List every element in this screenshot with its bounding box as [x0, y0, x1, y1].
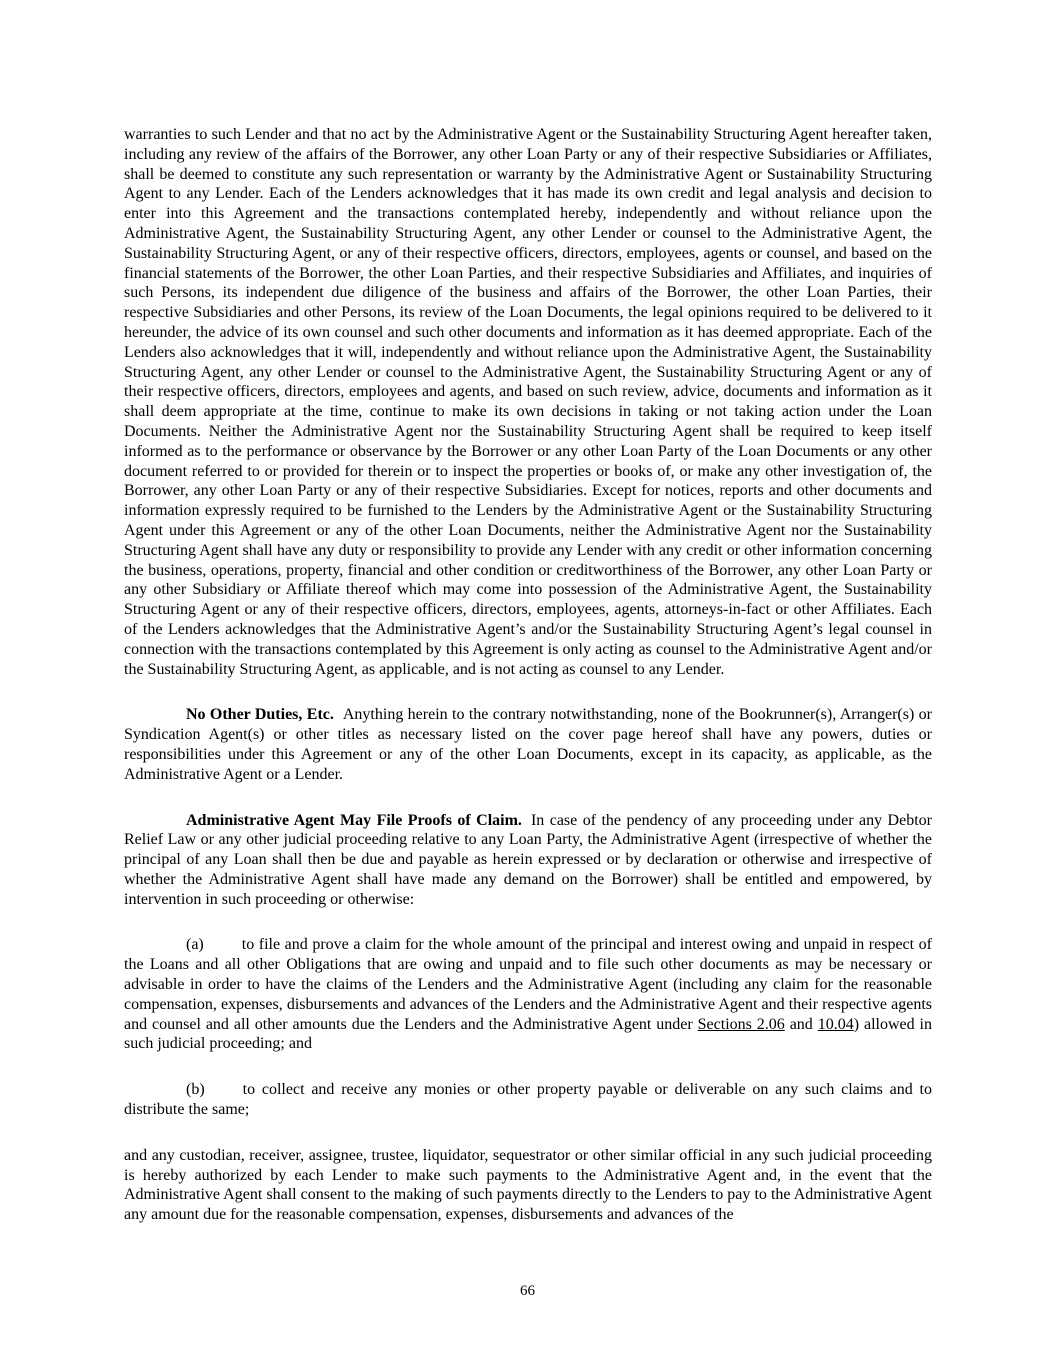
- section-10-04-reference: 10.04: [817, 1015, 854, 1033]
- clause-b-label: (b): [186, 1081, 205, 1099]
- clause-a-body-end: ) allowed in such judicial proceeding; and: [124, 1015, 932, 1053]
- clause-b-body: to collect and receive any monies or other property payable or deliverable on any such claims and to distribute the same;: [124, 1081, 932, 1119]
- clause-a: [124, 935, 932, 1054]
- page-number: 66: [520, 1283, 535, 1299]
- clause-a-label: (a): [186, 936, 204, 954]
- paragraph-custodian: and any custodian, receiver, assignee, trustee, liquidator, sequestrator or other similar official in any such judicial proceeding is hereby authorized by each Lender to make such payments to the Administrative Agent and, in the event that the Administrative Agent shall consent to the making of such payments directly to the Lenders to pay to the Administrative Agent any amount due for the reasonable compensation, expenses, disbursements and advances of the: [124, 1146, 932, 1224]
- no-other-duties-body: Anything herein to the contrary notwithstanding, none of the Bookrunner(s), Arranger(s) or Syndication Agent(s) or other titles as necessary listed on the cover page hereof shall have any powers, duties or responsibilities under this Agreement or any of the other Loan Documents, except in its capacity, as applicable, as the Administrative Agent or a Lender.: [124, 706, 933, 783]
- clause-a-body-start: to file and prove a claim for the whole amount of the principal and interest owing and unpaid in respect of the Loans and all other Obligations that are owing and unpaid and to file such other documents as may be necessary or advisable in order to have the claims of the Lenders and the Administrative Agent (including any claim for the reasonable compensation, expenses, disbursements and advances of the Lenders and the Administrative Agent and their respective agents and counsel and all other amounts due the Lenders and the Administrative Agent under: [124, 936, 932, 1033]
- paragraph-no-other-duties: [124, 705, 932, 784]
- document-body: [124, 125, 932, 1225]
- clause-a-body-mid: and: [784, 1015, 818, 1033]
- proofs-of-claim-body: In case of the pendency of any proceeding under any Debtor Relief Law or any other judicial proceeding relative to any Loan Party, the Administrative Agent (irrespective of whether the principal of any Loan shall then be due and payable as herein expressed or by declaration or otherwise and irrespective of whether the Administrative Agent shall have made any demand on the Borrower) shall be entitled and empowered, by intervention in such proceeding or otherwise:: [124, 811, 932, 908]
- clause-b: [124, 1080, 932, 1120]
- paragraph-proofs-of-claim: [124, 811, 932, 910]
- section-2-06-reference: Sections 2.06: [697, 1015, 785, 1033]
- paragraph-agent-reliance: warranties to such Lender and that no act by the Administrative Agent or the Sustainability Structuring Agent hereafter taken, including any review of the affairs of the Borrower, any other Loan Party or any of their respective Subsidiaries or Affiliates, shall be deemed to constitute any such representation or warranty by the Administrative Agent or Sustainability Structuring Agent to any Lender. Each of the Lenders acknowledges that it has made its own credit and legal analysis and decision to enter into this Agreement and the transactions contemplated hereby, independently and without reliance upon the Administrative Agent, the Sustainability Structuring Agent, any other Lender or counsel to the Administrative Agent, the Sustainability Structuring Agent, or any of their respective officers, directors, employees, agents or counsel, and based on the financial statements of the Borrower, the other Loan Parties, and their respective Subsidiaries and Affiliates, and inquiries of such Persons, its independent due diligence of the business and affairs of the Borrower, the other Loan Parties, their respective Subsidiaries and other Persons, its review of the Loan Documents, the legal opinions required to be delivered to it hereunder, the advice of its own counsel and such other documents and information as it has deemed appropriate. Each of the Lenders also acknowledges that it will, independently and without reliance upon the Administrative Agent, the Sustainability Structuring Agent, any other Lender or counsel to the Administrative Agent, the Sustainability Structuring Agent or any of their respective officers, directors, employees and agents, and based on such review, advice, documents and information as it shall deem appropriate at the time, continue to make its own decisions in taking or not taking action under the Loan Documents. Neither the Administrative Agent nor the Sustainability Structuring Agent shall be required to keep itself informed as to the performance or observance by the Borrower or any other Loan Party of the Loan Documents or any other document referred to or provided for therein or to inspect the properties or books of, or make any other investigation of, the Borrower, any other Loan Party or any of their respective Subsidiaries. Except for notices, reports and other documents and information expressly required to be furnished to the Lenders by the Administrative Agent or the Sustainability Structuring Agent under this Agreement or any of the other Loan Documents, neither the Administrative Agent nor the Sustainability Structuring Agent shall have any duty or responsibility to provide any Lender with any credit or other information concerning the business, operations, property, financial and other condition or creditworthiness of the Borrower, any other Loan Party or any other Subsidiary or Affiliate thereof which may come into possession of the Administrative Agent, the Sustainability Structuring Agent or any of their respective officers, directors, employees, agents, attorneys-in-fact or other Affiliates. Each of the Lenders acknowledges that the Administrative Agent’s and/or the Sustainability Structuring Agent’s legal counsel in connection with the transactions contemplated by this Agreement is only acting as counsel to the Administrative Agent and/or the Sustainability Structuring Agent, as applicable, and is not acting as counsel to any Lender.: [124, 126, 932, 678]
- proofs-of-claim-heading: Administrative Agent May File Proofs of Claim.: [186, 811, 522, 829]
- no-other-duties-heading: No Other Duties, Etc.: [186, 706, 334, 724]
